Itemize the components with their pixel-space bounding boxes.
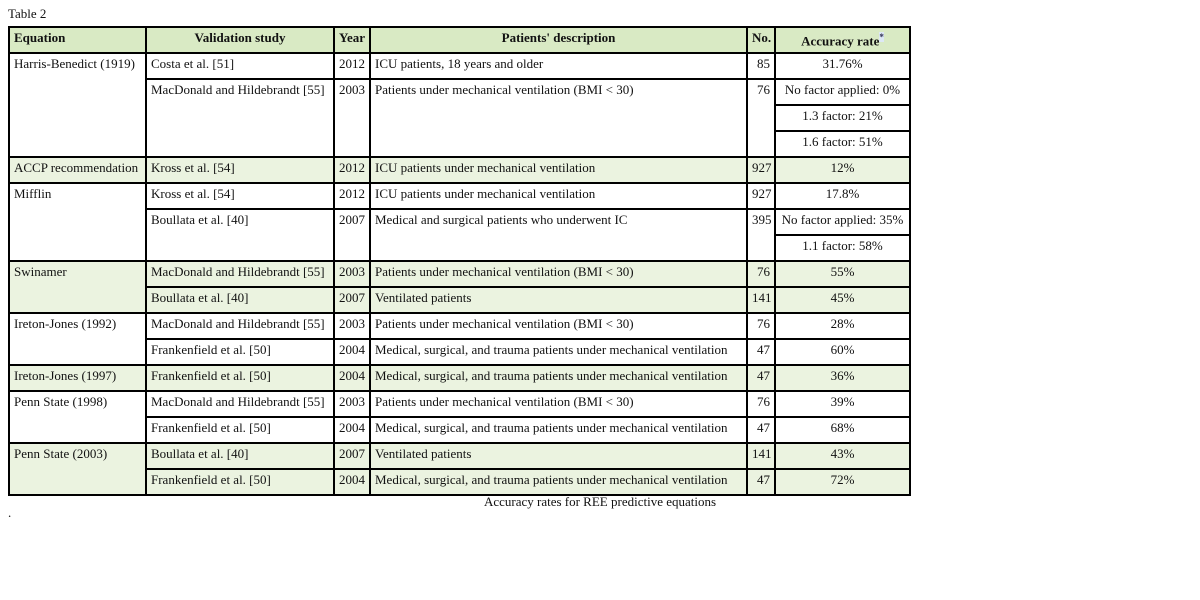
count-cell: 927 xyxy=(747,157,775,183)
accuracy-cell: 36% xyxy=(775,365,910,391)
accuracy-cell: 55% xyxy=(775,261,910,287)
table-row xyxy=(9,391,910,417)
count-cell: 76 xyxy=(747,261,775,287)
study-cell: Kross et al. [54] xyxy=(146,183,334,209)
description-cell: Medical and surgical patients who underwent IC xyxy=(370,209,747,261)
header-rate xyxy=(775,27,910,53)
accuracy-cell: 45% xyxy=(775,287,910,313)
table-caption: Accuracy rates for REE predictive equations xyxy=(483,494,717,509)
equation-cell: ACCP recommendation xyxy=(9,157,146,183)
year-cell: 2003 xyxy=(334,391,370,417)
year-cell: 2004 xyxy=(334,417,370,443)
equation-cell: Harris-Benedict (1919) xyxy=(9,53,146,157)
table-row xyxy=(9,443,910,469)
count-cell: 47 xyxy=(747,365,775,391)
year-cell: 2012 xyxy=(334,183,370,209)
study-cell: Boullata et al. [40] xyxy=(146,209,334,261)
accuracy-table xyxy=(8,26,911,496)
accuracy-cell: No factor applied: 0% xyxy=(775,79,910,105)
year-cell: 2003 xyxy=(334,261,370,287)
accuracy-cell: 1.6 factor: 51% xyxy=(775,131,910,157)
accuracy-cell: 39% xyxy=(775,391,910,417)
count-cell: 395 xyxy=(747,209,775,261)
year-cell: 2004 xyxy=(334,339,370,365)
study-cell: Boullata et al. [40] xyxy=(146,287,334,313)
description-cell: ICU patients under mechanical ventilation xyxy=(370,157,747,183)
count-cell: 85 xyxy=(747,53,775,79)
count-cell: 76 xyxy=(747,391,775,417)
header-rate-label: Accuracy rate xyxy=(801,33,880,49)
description-cell: Medical, surgical, and trauma patients under mechanical ventilation xyxy=(370,469,747,495)
accuracy-cell: 12% xyxy=(775,157,910,183)
equation-cell: Penn State (1998) xyxy=(9,391,146,443)
count-cell: 76 xyxy=(747,313,775,339)
table-label: Table 2 xyxy=(8,6,47,21)
accuracy-cell: 72% xyxy=(775,469,910,495)
count-cell: 47 xyxy=(747,339,775,365)
header-row xyxy=(9,27,910,53)
accuracy-cell: No factor applied: 35% xyxy=(775,209,910,235)
table-row xyxy=(9,157,910,183)
accuracy-cell: 68% xyxy=(775,417,910,443)
header-year: Year xyxy=(334,27,370,53)
accuracy-cell: 28% xyxy=(775,313,910,339)
year-cell: 2007 xyxy=(334,287,370,313)
count-cell: 76 xyxy=(747,79,775,157)
description-cell: Ventilated patients xyxy=(370,443,747,469)
description-cell: ICU patients under mechanical ventilation xyxy=(370,183,747,209)
accuracy-cell: 1.1 factor: 58% xyxy=(775,235,910,261)
header-no: No. xyxy=(747,27,775,53)
study-cell: MacDonald and Hildebrandt [55] xyxy=(146,313,334,339)
equation-cell: Swinamer xyxy=(9,261,146,313)
study-cell: Kross et al. [54] xyxy=(146,157,334,183)
year-cell: 2012 xyxy=(334,157,370,183)
equation-cell: Ireton-Jones (1992) xyxy=(9,313,146,365)
count-cell: 47 xyxy=(747,469,775,495)
description-cell: Medical, surgical, and trauma patients under mechanical ventilation xyxy=(370,417,747,443)
accuracy-cell: 60% xyxy=(775,339,910,365)
footnote-link[interactable]: * xyxy=(879,32,884,42)
year-cell: 2004 xyxy=(334,469,370,495)
description-cell: Ventilated patients xyxy=(370,287,747,313)
header-equation: Equation xyxy=(9,27,146,53)
description-cell: Medical, surgical, and trauma patients under mechanical ventilation xyxy=(370,365,747,391)
description-cell: Patients under mechanical ventilation (BMI < 30) xyxy=(370,79,747,157)
study-cell: MacDonald and Hildebrandt [55] xyxy=(146,391,334,417)
study-cell: Boullata et al. [40] xyxy=(146,443,334,469)
table-row xyxy=(9,183,910,209)
table-row xyxy=(9,365,910,391)
table-row xyxy=(9,313,910,339)
study-cell: Frankenfield et al. [50] xyxy=(146,417,334,443)
study-cell: Costa et al. [51] xyxy=(146,53,334,79)
year-cell: 2012 xyxy=(334,53,370,79)
accuracy-cell: 17.8% xyxy=(775,183,910,209)
equation-cell: Ireton-Jones (1997) xyxy=(9,365,146,391)
description-cell: ICU patients, 18 years and older xyxy=(370,53,747,79)
year-cell: 2003 xyxy=(334,313,370,339)
year-cell: 2007 xyxy=(334,443,370,469)
study-cell: Frankenfield et al. [50] xyxy=(146,339,334,365)
count-cell: 47 xyxy=(747,417,775,443)
equation-cell: Penn State (2003) xyxy=(9,443,146,495)
study-cell: Frankenfield et al. [50] xyxy=(146,365,334,391)
accuracy-cell: 43% xyxy=(775,443,910,469)
year-cell: 2003 xyxy=(334,79,370,157)
year-cell: 2007 xyxy=(334,209,370,261)
table-row xyxy=(9,53,910,79)
study-cell: MacDonald and Hildebrandt [55] xyxy=(146,79,334,157)
count-cell: 927 xyxy=(747,183,775,209)
description-cell: Patients under mechanical ventilation (BMI < 30) xyxy=(370,313,747,339)
header-description: Patients' description xyxy=(370,27,747,53)
header-study: Validation study xyxy=(146,27,334,53)
accuracy-cell: 31.76% xyxy=(775,53,910,79)
count-cell: 141 xyxy=(747,443,775,469)
study-cell: MacDonald and Hildebrandt [55] xyxy=(146,261,334,287)
year-cell: 2004 xyxy=(334,365,370,391)
study-cell: Frankenfield et al. [50] xyxy=(146,469,334,495)
table-row xyxy=(9,261,910,287)
accuracy-cell: 1.3 factor: 21% xyxy=(775,105,910,131)
trailing-mark: . xyxy=(8,505,12,520)
equation-cell: Mifflin xyxy=(9,183,146,261)
description-cell: Medical, surgical, and trauma patients under mechanical ventilation xyxy=(370,339,747,365)
count-cell: 141 xyxy=(747,287,775,313)
description-cell: Patients under mechanical ventilation (BMI < 30) xyxy=(370,261,747,287)
description-cell: Patients under mechanical ventilation (BMI < 30) xyxy=(370,391,747,417)
